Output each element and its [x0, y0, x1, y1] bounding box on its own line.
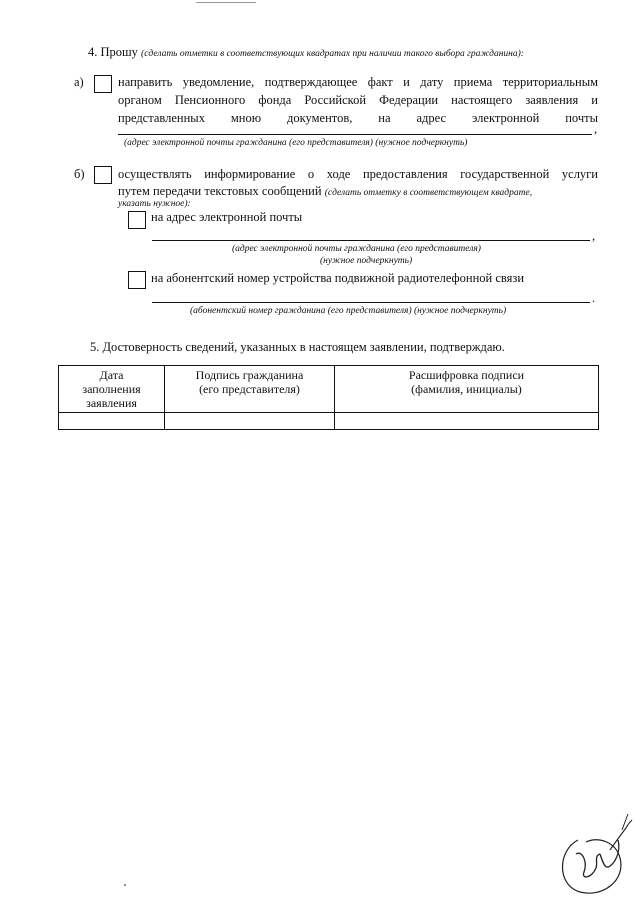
header-signature — [165, 366, 335, 413]
header-name — [335, 366, 599, 413]
signature-table — [58, 365, 599, 430]
header-date-l3: заявления — [86, 396, 137, 410]
handwritten-signature — [548, 810, 636, 900]
item-a-line1: направить уведомление, подтверждающее факт и дату приема территориальным — [118, 75, 598, 89]
item-a-line3: представленных мною документов, на адрес электронной почты — [118, 111, 598, 125]
option-email-comma: , — [592, 229, 596, 243]
item-b-checkbox[interactable] — [94, 166, 112, 184]
signature-table-header — [59, 366, 599, 413]
section4-heading — [88, 44, 524, 60]
option-email-note2: (нужное подчеркнуть) — [320, 256, 413, 266]
item-a-marker: а) — [74, 75, 84, 89]
option-email-note1: (адрес электронной почты гражданина (его представителя) — [232, 244, 481, 254]
option-email-checkbox[interactable] — [128, 211, 146, 229]
header-signature-l1: Подпись гражданина — [195, 368, 304, 382]
signature-cell[interactable] — [165, 413, 335, 430]
header-signature-l2: (его представителя) — [199, 382, 300, 396]
item-a-checkbox[interactable] — [94, 75, 112, 93]
option-phone-period: . — [592, 291, 596, 305]
item-a-email-field[interactable] — [118, 134, 592, 135]
option-phone-label: на абонентский номер устройства подвижной радиотелефонной связи — [151, 271, 525, 285]
scan-edge-mark — [196, 2, 256, 3]
header-date-l1: Дата — [99, 368, 124, 382]
item-b-line2-note: (сделать отметку в соответствующем квадрате, — [324, 188, 533, 198]
item-b-marker: б) — [74, 167, 85, 181]
section4-title: 4. Прошу — [88, 45, 138, 59]
header-name-l2: (фамилия, инициалы) — [411, 382, 522, 396]
item-a-field-note: (адрес электронной почты гражданина (его представителя) (нужное подчеркнуть) — [124, 138, 468, 148]
date-cell[interactable] — [59, 413, 165, 430]
signature-table-row — [59, 413, 599, 430]
scan-dot — [124, 884, 126, 886]
header-date — [59, 366, 165, 413]
item-b-line3-note: указать нужное): — [118, 199, 191, 209]
option-phone-note: (абонентский номер гражданина (его представителя) (нужное подчеркнуть) — [190, 306, 507, 316]
section4-title-note: (сделать отметки в соответствующих квадратах при наличии такого выбора гражданина): — [141, 49, 524, 59]
option-email-field[interactable] — [152, 240, 590, 241]
item-b-line1: осуществлять информирование о ходе предоставления государственной услуги — [118, 167, 598, 181]
item-a-comma: , — [594, 122, 598, 136]
header-date-l2: заполнения — [82, 382, 141, 396]
section5-title: 5. Достоверность сведений, указанных в настоящем заявлении, подтверждаю. — [90, 340, 505, 354]
option-phone-field[interactable] — [152, 302, 590, 303]
option-email-label: на адрес электронной почты — [151, 210, 303, 224]
option-phone-checkbox[interactable] — [128, 271, 146, 289]
item-a-line2: органом Пенсионного фонда Российской Федерации настоящего заявления и — [118, 93, 598, 107]
name-cell[interactable] — [335, 413, 599, 430]
header-name-l1: Расшифровка подписи — [408, 368, 525, 382]
item-b-line2 — [118, 183, 532, 199]
item-b-line2-text: путем передачи текстовых сообщений — [118, 184, 322, 198]
